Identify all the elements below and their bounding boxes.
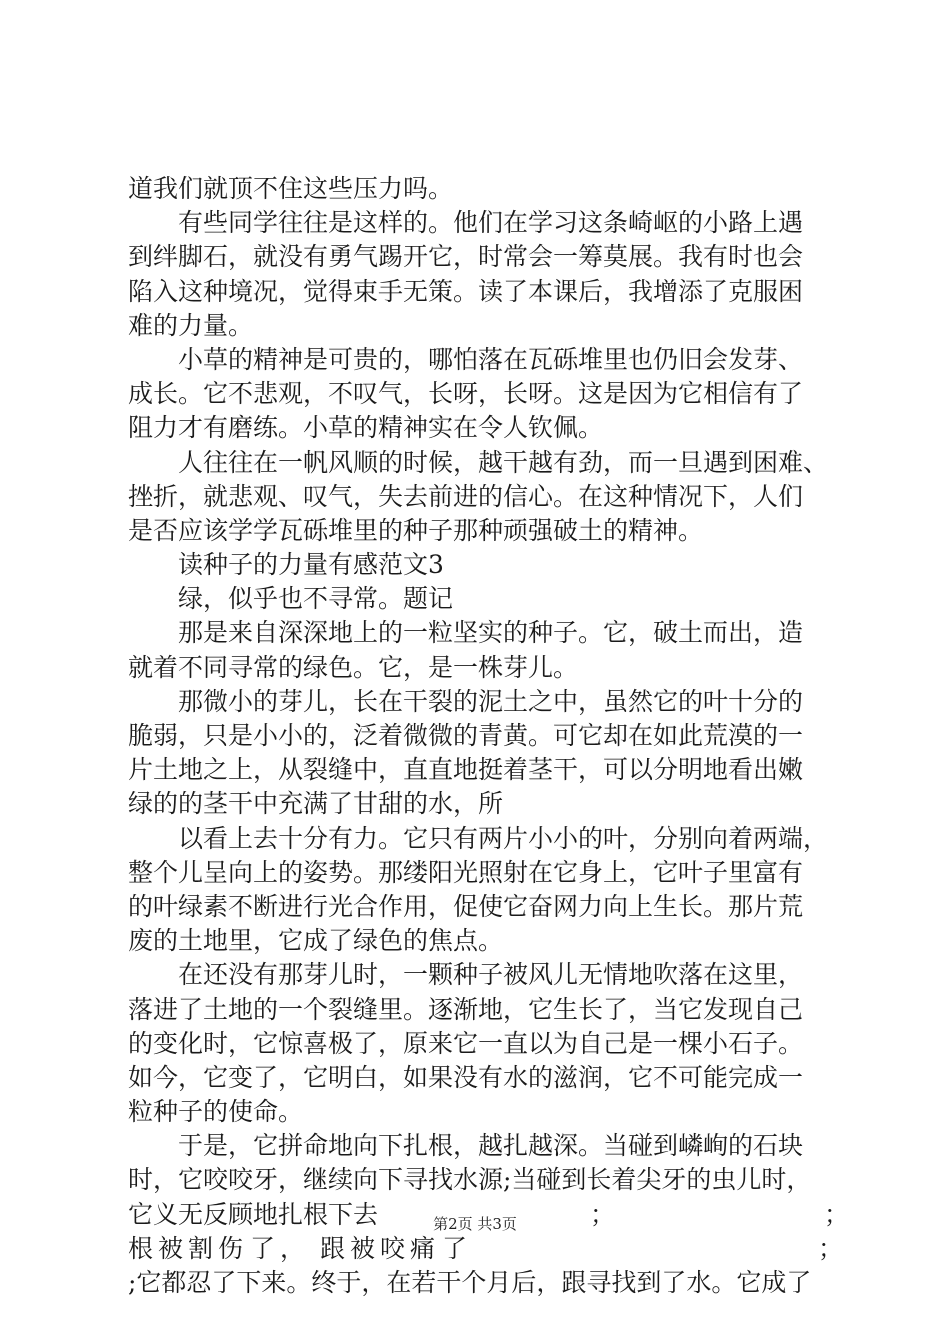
text-line: 挫折，就悲观、叹气，失去前进的信心。在这种情况下，人们 [128, 481, 804, 511]
page-footer [0, 1214, 950, 1234]
text-line-spread [128, 1232, 844, 1266]
text-line: 时，它咬咬牙，继续向下寻找水源;当碰到长着尖牙的虫儿时， [128, 1165, 812, 1195]
text-char: ， [280, 1233, 306, 1263]
text-line: 片土地之上，从裂缝中，直直地挺着茎干，可以分明地看出嫩 [128, 755, 804, 785]
text-char: 伤 [218, 1233, 244, 1263]
text-line: 读种子的力量有感范文3 [178, 550, 444, 580]
text-line: 绿，似乎也不寻常。题记 [178, 584, 454, 614]
text-line: 道我们就顶不住这些压力吗。 [128, 174, 454, 203]
text-char: 痛 [410, 1233, 436, 1263]
text-line: 那微小的芽儿，长在干裂的泥土之中，虽然它的叶十分的 [178, 686, 804, 716]
text-line: 那是来自深深地上的一粒坚实的种子。它，破土而出，造 [178, 618, 804, 648]
text-char: 跟 [320, 1233, 346, 1263]
text-line: 人往往在一帆风顺的时候，越干越有劲，而一旦遇到困难、 [178, 447, 829, 477]
text-line: 废的土地里，它成了绿色的焦点。 [128, 926, 504, 956]
text-line: 如今，它变了，它明白，如果没有水的滋润，它不可能完成一 [128, 1062, 804, 1092]
text-line: ;它都忍了下来。终于，在若干个月后，跟寻找到了水。它成了 [128, 1268, 812, 1297]
text-line: 整个儿呈向上的姿势。那缕阳光照射在它身上，它叶子里富有 [128, 857, 804, 887]
text-char: 了 [250, 1233, 276, 1263]
text-line: 是否应该学学瓦砾堆里的种子那种顽强破土的精神。 [128, 515, 704, 545]
text-line: 有些同学往往是这样的。他们在学习这条崎岖的小路上遇 [178, 208, 804, 238]
text-line: 陷入这种境况，觉得束手无策。读了本课后，我增添了克服困 [128, 276, 804, 306]
text-char: 割 [188, 1233, 214, 1263]
text-line: 小草的精神是可贵的，哪怕落在瓦砾堆里也仍旧会发芽、 [178, 344, 804, 374]
text-char: 被 [350, 1233, 376, 1263]
punctuation-segment: ； [590, 1199, 616, 1229]
text-line: 脆弱，只是小小的，泛着微微的青黄。可它却在如此荒漠的一 [128, 721, 804, 750]
text-char: 咬 [380, 1233, 406, 1263]
text-line: 落进了土地的一个裂缝里。逐渐地，它生长了，当它发现自己 [128, 994, 804, 1024]
punctuation-segment: ； [824, 1199, 850, 1229]
text-char: 根 [128, 1233, 154, 1263]
text-char: 被 [158, 1233, 184, 1263]
text-line: 以看上去十分有力。它只有两片小小的叶，分别向着两端， [178, 823, 829, 853]
text-segment: 它义无反顾地扎根下去 [128, 1199, 379, 1229]
document-body [128, 172, 850, 1300]
text-line: 就着不同寻常的绿色。它，是一株芽儿。 [128, 652, 579, 682]
page-number-label: 第2页 共3页 [433, 1215, 517, 1233]
text-line: 难的力量。 [128, 310, 254, 340]
text-line: 到绊脚石，就没有勇气踢开它，时常会一筹莫展。我有时也会 [128, 242, 804, 272]
text-line: 在还没有那芽儿时，一颗种子被风儿无情地吹落在这里， [178, 960, 804, 990]
text-line: 于是，它拼命地向下扎根，越扎越深。当碰到嶙峋的石块 [178, 1131, 804, 1161]
text-line: 阻力才有磨练。小草的精神实在令人钦佩。 [128, 413, 604, 443]
text-char: ； [818, 1233, 844, 1263]
text-line: 成长。它不悲观，不叹气，长呀，长呀。这是因为它相信有了 [128, 379, 804, 409]
text-char: 了 [442, 1233, 468, 1263]
text-line: 粒种子的使命。 [128, 1097, 304, 1127]
text-line: 绿的的茎干中充满了甘甜的水，所 [128, 789, 504, 819]
text-line: 的变化时，它惊喜极了，原来它一直以为自己是一棵小石子。 [128, 1028, 804, 1058]
text-line: 的叶绿素不断进行光合作用，促使它奋网力向上生长。那片荒 [128, 891, 804, 921]
